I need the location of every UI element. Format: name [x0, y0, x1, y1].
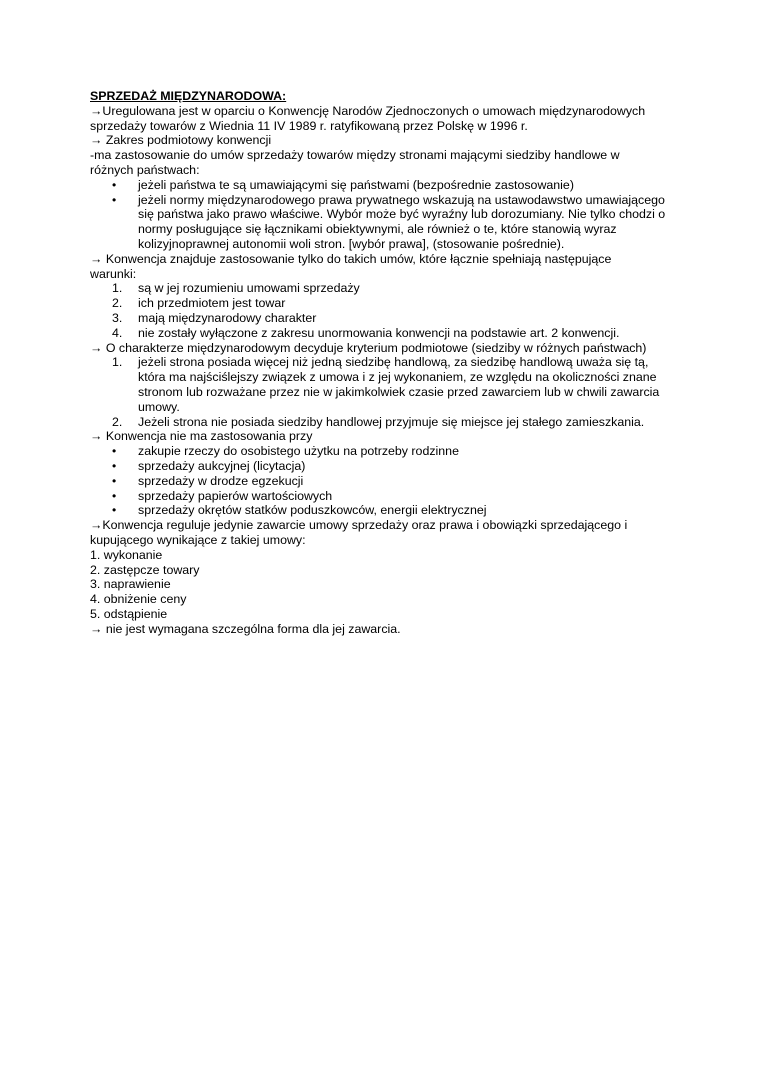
list-text: mają międzynarodowy charakter [138, 310, 317, 325]
list-number: 1. [112, 281, 123, 296]
list-number: 2. [112, 296, 123, 311]
list-item [90, 281, 680, 296]
numbered-list-seat [90, 355, 680, 429]
document-title: SPRZEDAŻ MIĘDZYNARODOWA: [90, 89, 287, 103]
list-item: • sprzedaży aukcyjnej (licytacja) [90, 459, 680, 474]
list-number: 4. [112, 325, 123, 340]
zakres-line-1: -ma zastosowanie do umów sprzedaży towarów między stronami mającymi siedziby handlowe w [90, 148, 620, 163]
plain-list-item: 4. obniżenie ceny [90, 592, 187, 607]
list-number: 2. [112, 414, 123, 429]
list-number: 1. [112, 355, 123, 370]
numbered-list-conditions [90, 281, 680, 340]
list-text: ich przedmiotem jest towar [138, 296, 286, 311]
plain-list-item: 2. zastępcze towary [90, 562, 200, 577]
list-item: • sprzedaży papierów wartościowych [90, 489, 680, 504]
list-item [90, 326, 680, 341]
warunki-line-2: warunki: [90, 266, 137, 281]
intro-line-1: →Uregulowana jest w oparciu o Konwencję Narodów Zjednoczonych o umowach międzynarodowych [90, 103, 646, 118]
intro-line-2: sprzedaży towarów z Wiednia 11 IV 1989 r. ratyfikowaną przez Polskę w 1996 r. [90, 118, 528, 133]
zakres-line-2: różnych państwach: [90, 162, 200, 177]
list-item [90, 296, 680, 311]
list-item: • zakupie rzeczy do osobistego użytku na potrzeby rodzinne [90, 444, 680, 459]
warunki-line-1: → Konwencja znajduje zastosowanie tylko do takich umów, które łącznie spełniają następujące [90, 251, 612, 266]
wylaczenia-line: → Konwencja nie ma zastosowania przy [90, 429, 313, 444]
list-item [90, 415, 680, 430]
bullet-list-application [90, 178, 680, 252]
list-text: są w jej rozumieniu umowami sprzedaży [138, 281, 360, 296]
list-item: • sprzedaży w drodze egzekucji [90, 474, 680, 489]
zakres-header: → Zakres podmiotowy konwencji [90, 133, 272, 148]
list-item: • jeżeli normy międzynarodowego prawa prywatnego wskazują na ustawodawstwo umawiającego się państwa jako prawo właściwe. Wybór może być wyraźny lub dorozumiany. Nie tylko chodzi o normy posługujące się łącznikami obiektywnymi, ale również o te, które stanowią wyraz kolizyjnoprawnej autonomii woli stron. [wybór prawa], (stosowanie pośrednie). [90, 193, 666, 252]
plain-list-item: 5. odstąpienie [90, 606, 168, 621]
plain-list-item: 1. wykonanie [90, 547, 163, 562]
bullet-list-exclusions [90, 444, 680, 518]
list-text: Jeżeli strona nie posiada siedziby handlowej przyjmuje się miejsce jej stałego zamieszkania. [138, 414, 645, 429]
document-body [90, 89, 680, 636]
plain-list-item: 3. naprawienie [90, 577, 171, 592]
list-item: • sprzedaży okrętów statków poduszkowców, energii elektrycznej [90, 503, 680, 518]
list-text: nie zostały wyłączone z zakresu unormowania konwencji na podstawie art. 2 konwencji. [138, 325, 620, 340]
list-text: jeżeli strona posiada więcej niż jedną siedzibę handlową, za siedzibę handlową uważa się tą, która ma najściślejszy związek z umowa i z jej wykonaniem, ze względu na okoliczności znane stronom lub rozważane przez nie w jakimkolwiek czasie przed zawarciem lub w chwili zawarcia umowy. [138, 355, 660, 414]
charakter-line: → O charakterze międzynarodowym decyduje kryterium podmiotowe (siedziby w różnych państwach) [90, 340, 647, 355]
list-item [90, 355, 662, 414]
reguluje-line-2: kupującego wynikające z takiej umowy: [90, 532, 306, 547]
list-number: 3. [112, 310, 123, 325]
list-item [90, 311, 680, 326]
list-item: • jeżeli państwa te są umawiającymi się państwami (bezpośrednie zastosowanie) [90, 178, 680, 193]
reguluje-line-1: →Konwencja reguluje jedynie zawarcie umowy sprzedaży oraz prawa i obowiązki sprzedającego i [90, 518, 628, 533]
forma-line: → nie jest wymagana szczególna forma dla jej zawarcia. [90, 621, 401, 636]
